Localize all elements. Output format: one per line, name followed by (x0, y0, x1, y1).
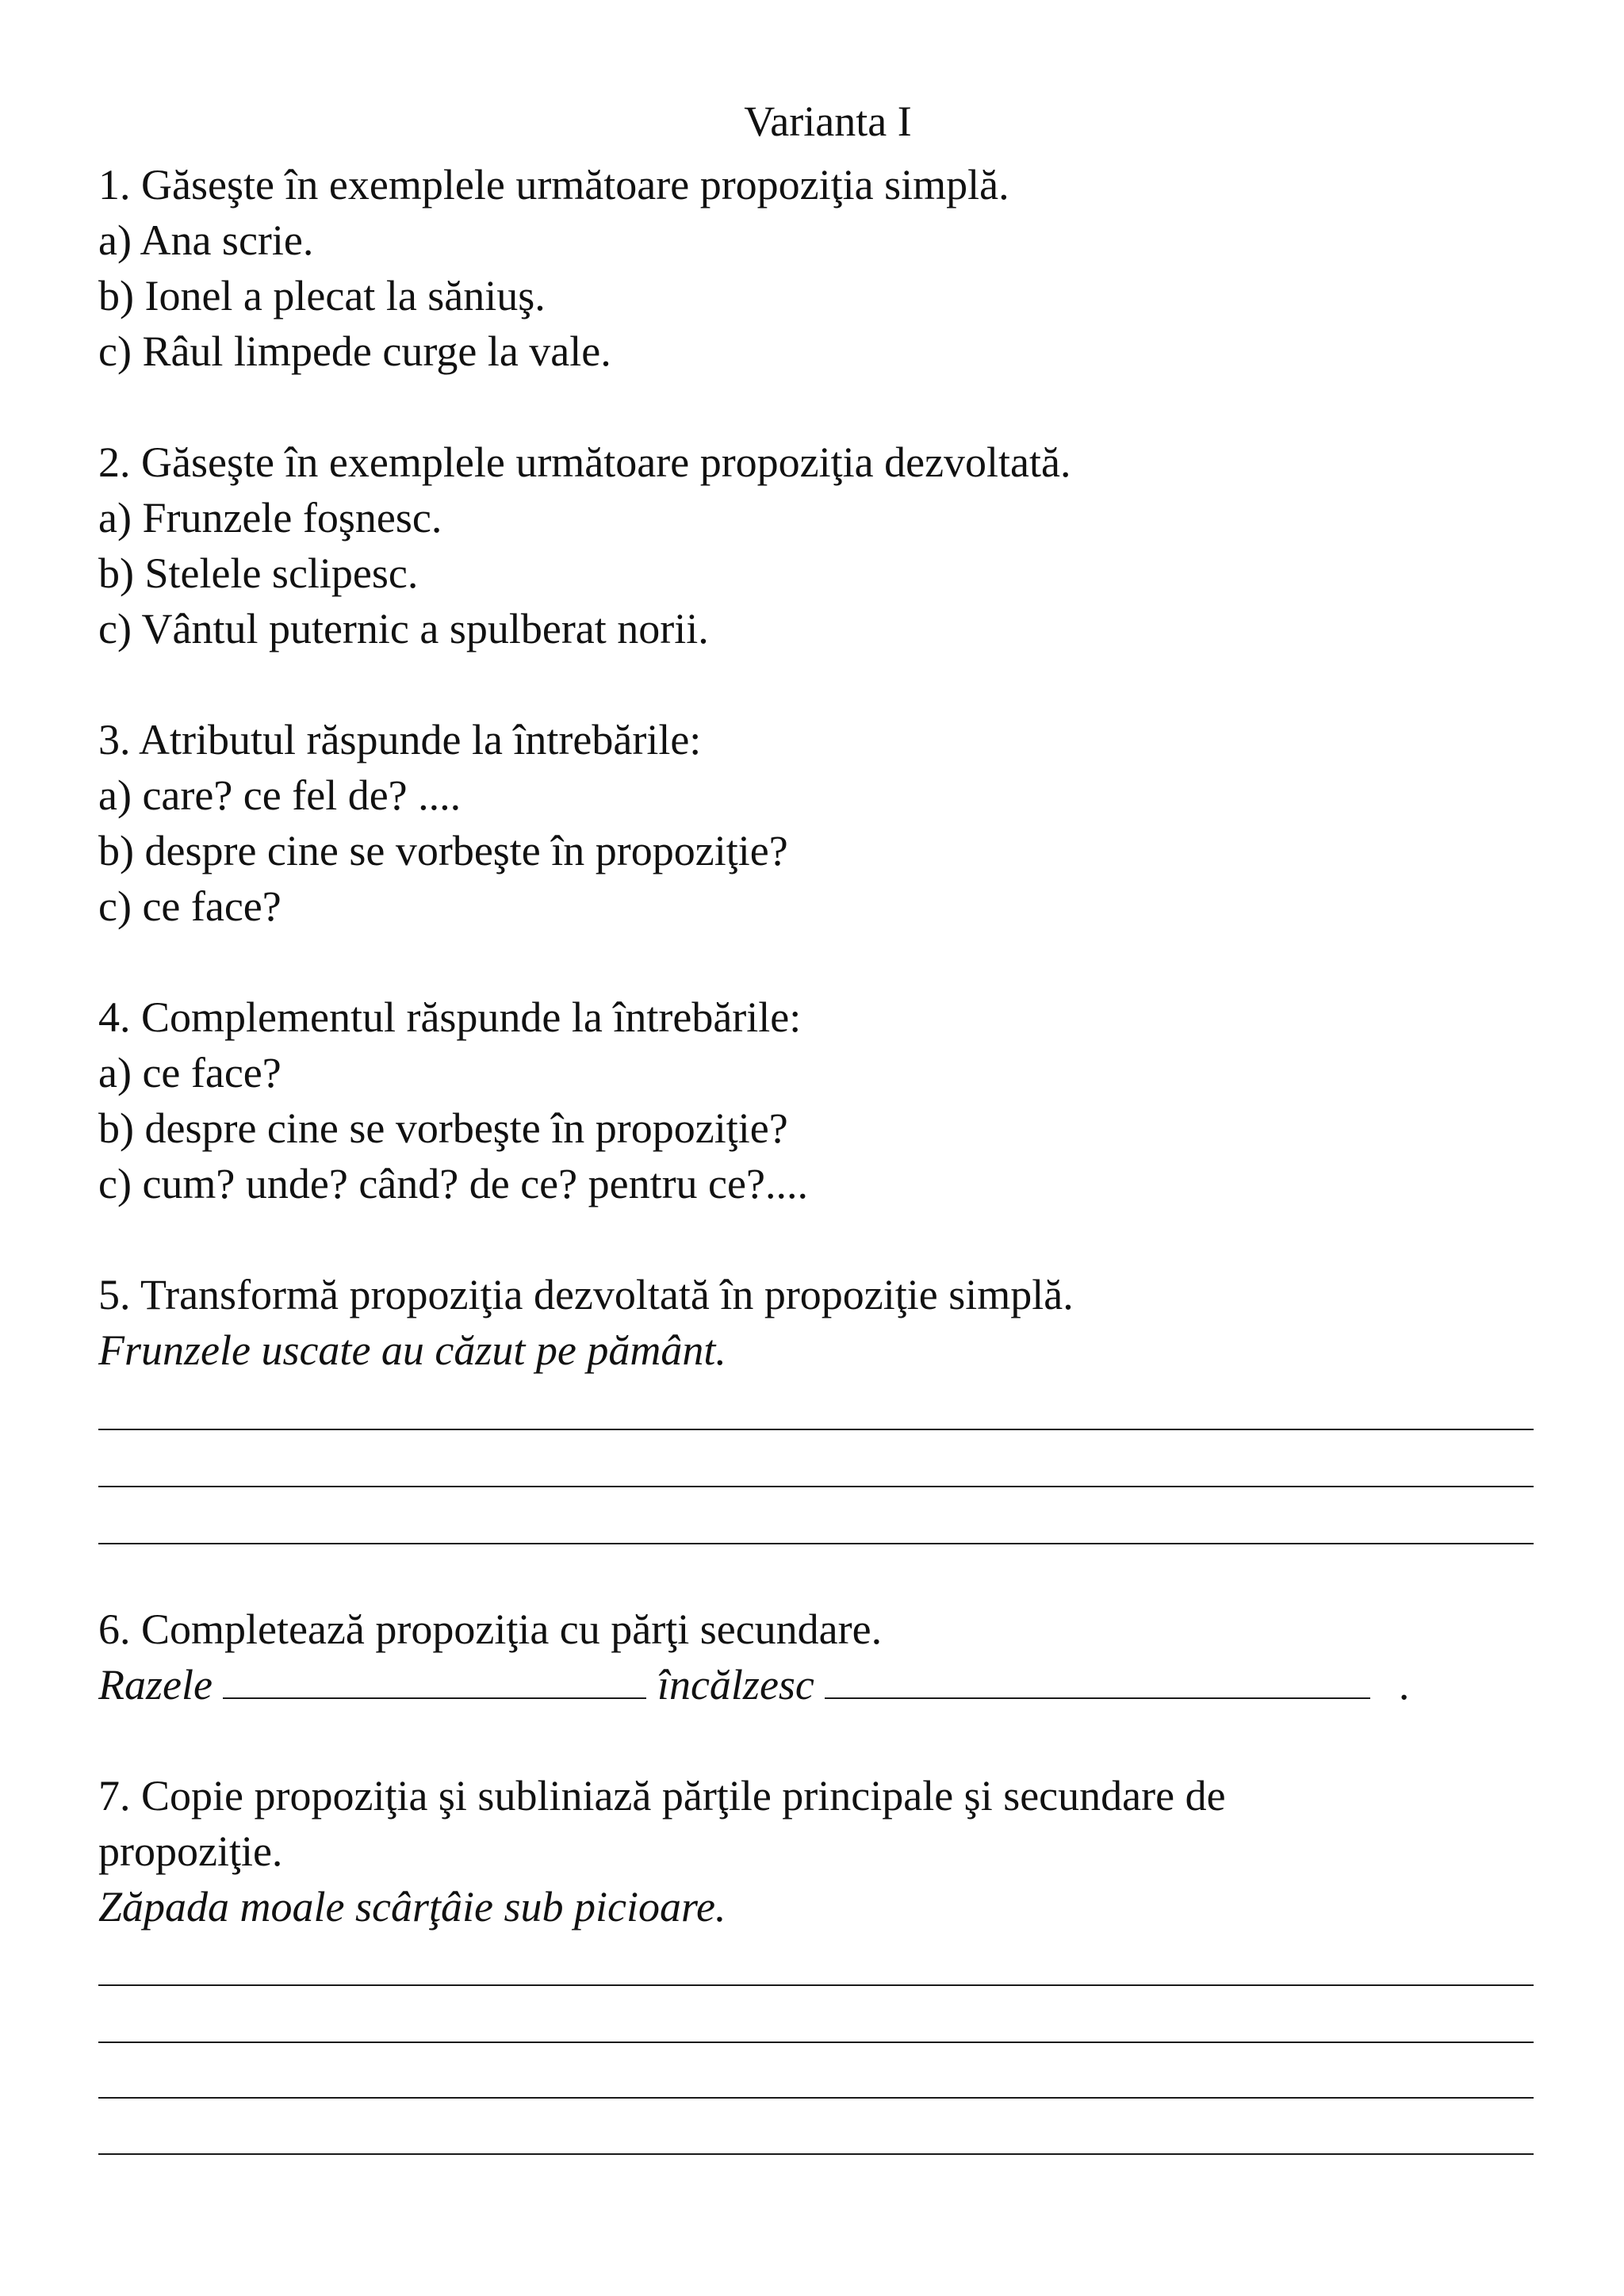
worksheet-title: Varianta I (744, 98, 912, 145)
q4-option-b: b) despre cine se vorbeşte în propoziţie? (98, 1104, 788, 1152)
q2-option-a: a) Frunzele foşnesc. (98, 494, 442, 541)
q3-option-b: b) despre cine se vorbeşte în propoziţie? (98, 827, 788, 874)
q4-option-a: a) ce face? (98, 1049, 282, 1096)
q7-prompt-line-2: propoziţie. (98, 1827, 283, 1875)
q1-option-a: a) Ana scrie. (98, 216, 314, 264)
q3-option-a: a) care? ce fel de? .... (98, 771, 462, 819)
q6-prompt: 6. Completează propoziţia cu părţi secundare. (98, 1605, 883, 1653)
q7-sentence: Zăpada moale scârţâie sub picioare. (98, 1883, 726, 1931)
q7-answer-line-4[interactable] (98, 2153, 1534, 2155)
q7-answer-line-1[interactable] (98, 1984, 1534, 1986)
q6-sentence (98, 1657, 1526, 1712)
q5-sentence: Frunzele uscate au căzut pe pământ. (98, 1326, 726, 1374)
q6-blank-1[interactable] (223, 1664, 646, 1699)
q7-answer-line-3[interactable] (98, 2097, 1534, 2099)
q4-prompt: 4. Complementul răspunde la întrebările: (98, 993, 802, 1041)
q7-answer-line-2[interactable] (98, 2042, 1534, 2043)
q5-answer-line-2[interactable] (98, 1486, 1534, 1487)
q6-word-subject: Razele (98, 1661, 213, 1709)
q3-option-c: c) ce face? (98, 882, 282, 930)
q5-answer-line-1[interactable] (98, 1429, 1534, 1430)
q2-option-b: b) Stelele sclipesc. (98, 549, 419, 597)
q6-blank-2[interactable] (825, 1664, 1370, 1699)
q7-prompt-line-1: 7. Copie propoziţia şi subliniază părţile principale şi secundare de (98, 1772, 1226, 1820)
q4-option-c: c) cum? unde? când? de ce? pentru ce?.... (98, 1160, 808, 1207)
q3-prompt: 3. Atributul răspunde la întrebările: (98, 716, 702, 763)
q5-prompt: 5. Transformă propoziţia dezvoltată în propoziţie simplă. (98, 1271, 1074, 1318)
q5-answer-line-3[interactable] (98, 1543, 1534, 1544)
q1-prompt: 1. Găseşte în exemplele următoare propoziţia simplă. (98, 161, 1009, 209)
q1-option-c: c) Râul limpede curge la vale. (98, 327, 611, 375)
q1-option-b: b) Ionel a plecat la săniuş. (98, 272, 546, 320)
q2-prompt: 2. Găseşte în exemplele următoare propoziţia dezvoltată. (98, 438, 1071, 486)
q2-option-c: c) Vântul puternic a spulberat norii. (98, 605, 709, 652)
q6-word-verb: încălzesc (657, 1661, 814, 1709)
q6-period: . (1398, 1661, 1410, 1709)
